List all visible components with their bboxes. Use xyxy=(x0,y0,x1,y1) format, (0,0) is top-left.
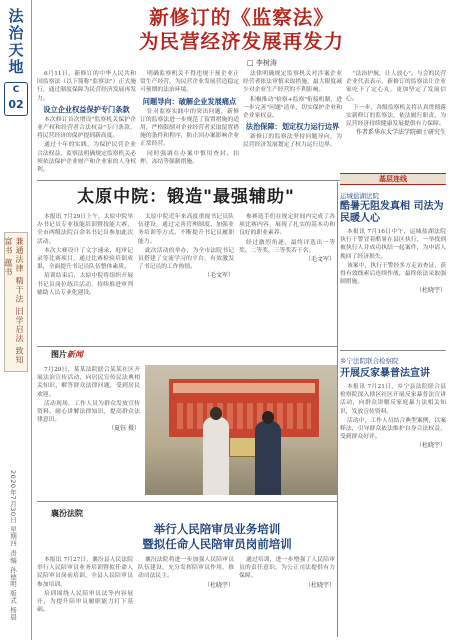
masthead-strip xyxy=(0,0,32,640)
page-number-box xyxy=(4,82,28,116)
paragraph: 通过十年的实践，为保护民营企业合法权益，监察法明确规定监察机关必须依法保护企业财产和企业家的人身权利。 xyxy=(37,142,136,174)
third-headline-line1: 举行人民陪审员业务培训 xyxy=(153,522,281,536)
section-tag: 基层连线 xyxy=(340,173,446,185)
photo-news-tag-right: 新闻 xyxy=(67,350,83,359)
paragraph: 本报讯 7月16日中午，运城盐湖法院执行干警冒着酷暑在县区执行，一举找到被执行人并成功执结一起案件，为申请人挽回了经济损失。 xyxy=(340,229,446,260)
paragraph: 法律明确规定监察机关对涉案企业经营者依法审慎采取措施，最大限度减少对企业生产经营的不利影响。 xyxy=(243,71,342,94)
photo-person xyxy=(255,421,281,495)
paragraph: 7月29日，某某法院联合某某社区开展法治宣传活动，向居民宣传民法典相关知识，解答群众法律问题，受到居民欢迎。 xyxy=(37,367,140,398)
author-note: （杜晓宇） xyxy=(415,442,446,450)
paragraph: 明确监察机关不得违规干预企业正常生产经营，为民营企业发展营造稳定可预期的法治环境。 xyxy=(140,71,239,94)
right-story-1-body xyxy=(340,228,446,343)
page-number: 02 xyxy=(8,98,24,111)
page-letter: C xyxy=(12,85,20,95)
section-subhead: 问题导向：破解企业发展痛点 xyxy=(142,96,237,106)
second-column-2 xyxy=(138,213,234,345)
paragraph: 通过培训，进一步增强了人民陪审员的责任意识，为公正司法提供有力保障。 xyxy=(239,557,335,580)
main-headline-line1: 新修订的《监察法》 xyxy=(149,6,334,29)
paragraph: "法治护航，让人放心"。与会的民营企业代表表示，新修订的监察法让企业家吃下了定心丸，更加坚定了发展信心。 xyxy=(346,71,446,102)
page-main xyxy=(37,0,446,640)
photo-caption xyxy=(37,366,140,496)
masthead-title: 法治天地 xyxy=(8,7,24,76)
dateline: 2020年7月30日 星期四 责编 孙德明 版式 杨晨 xyxy=(9,470,17,621)
author-note: （毛文军） xyxy=(203,272,234,280)
divider xyxy=(37,346,337,347)
paragraph: 襄汾法院将进一步加强人民陪审员队伍建设，充分发挥陪审员作用，推动司法民主。 xyxy=(138,557,234,580)
main-column-4 xyxy=(346,70,446,170)
second-headline: 太原中院：锻造"最强辅助" xyxy=(77,187,295,207)
paragraph: 活动中，工作人员结合典型案例，以案释法，引导群众依法维护自身合法权益，受到群众好评。 xyxy=(340,417,446,441)
third-headline-line2: 暨拟任命人民陪审员岗前培训 xyxy=(142,537,292,551)
paragraph: 该案中，执行干警经多方走访查证，获得有效线索后连续作战，最终依法采取强制措施。 xyxy=(340,262,446,286)
photo-plaque xyxy=(229,437,257,457)
photo-news-tag xyxy=(51,349,91,361)
divider xyxy=(340,350,446,351)
main-headline-line2: 为民营经济发展再发力 xyxy=(138,30,344,53)
third-kicker: 襄汾法院 xyxy=(51,509,83,518)
third-column-1 xyxy=(37,556,133,636)
story-title: 酷暑无阻发真相 司法为民暖人心 xyxy=(340,201,444,224)
author-note: 作者系华东大学法学院硕士研究生 xyxy=(355,129,446,137)
main-byline: □ 李树涛 xyxy=(247,59,277,67)
second-column-1 xyxy=(37,213,133,345)
main-column-3 xyxy=(243,70,342,178)
paragraph: 针对监察实践中的突出问题，新修订的监察法进一步规范了留置措施的适用，严格限制对企业经营者采取留置措施的条件和程序，防止因办案影响企业正常经营。 xyxy=(140,108,239,148)
story-kicker: 乡宁法院联合检察院 xyxy=(340,357,399,365)
paragraph: 培训围绕人民陪审员法等内容展开，为提升陪审员履职能力打下基础。 xyxy=(37,590,133,614)
author-note: （毛文军） xyxy=(304,256,335,264)
right-story-2-body xyxy=(340,383,446,635)
paragraph: 本次大赛设计了文字速录、庭审记录等比赛项目，通过比赛检验培训成果，全面提升书记员队伍整体素质。 xyxy=(37,247,133,271)
author-note: （杜晓宇） xyxy=(415,287,446,295)
paragraph: 本报讯 7月29日上午，太原中院举办书记员专业技能培训暨技能大赛，全市两级法院百余名书记员参加此次活动。 xyxy=(37,214,133,245)
paragraph: 培训结束后，太原中院将组织开展书记员岗位练兵活动，持续推进审判辅助人员专业化建设。 xyxy=(37,273,133,296)
paragraph: 太原中院近年来高度重视书记员队伍建设，通过完善管理制度、加强业务培训等方式，不断提升书记员履职能力。 xyxy=(138,214,234,245)
paragraph: 积极推动"检察+监察"衔接机制，进一步完善"问题"清单，切实保护企业和企业家权益。 xyxy=(243,96,342,120)
paragraph: 6月11日，新修订的中华人民共和国监察法（以下简称"监察法"）正式施行，通过制度保障为民营经济发展再发力。 xyxy=(37,71,136,102)
photo-news-tag-left: 图片 xyxy=(51,350,67,359)
third-column-2 xyxy=(138,556,234,636)
section-subhead: 法治保障：划定权力运行边界 xyxy=(245,122,340,132)
paragraph: 经过激烈角逐，最终评选出一等奖、二等奖、三等奖若干名。 xyxy=(239,239,335,254)
third-column-3 xyxy=(239,556,335,636)
paragraph: 新修订的监察法坚持问题导向，为民营经济发展划定了权力运行边界。 xyxy=(243,134,342,149)
paragraph: 此次活动的举办，为全市法院书记员搭建了交流学习的平台，有效激发了书记员的工作热情。 xyxy=(138,247,234,271)
photo-person xyxy=(203,417,229,495)
author-note: （夏钰 摄） xyxy=(108,425,140,433)
photo-banner xyxy=(169,379,319,437)
second-column-3 xyxy=(239,213,335,345)
news-photo xyxy=(145,365,337,495)
story-kicker: 运城盐湖法院 xyxy=(340,192,379,200)
divider xyxy=(37,501,337,502)
paragraph: 活动现场，工作人员为群众发放宣传资料，耐心讲解法律知识，提高群众法律意识。 xyxy=(37,400,140,424)
main-headline xyxy=(37,6,446,54)
story-title: 开展反家暴普法宣讲 xyxy=(340,368,430,379)
paragraph: 本次修订首次增设"监察机关保护企业产权和经营者合法权益"专门条款，将民营经济的保护提到新高度。 xyxy=(37,116,136,140)
main-column-2 xyxy=(140,70,239,178)
author-note: （杜晓宇） xyxy=(203,581,234,589)
paragraph: 同时强调在办案中慎用查封、扣押、冻结等强制措施。 xyxy=(140,150,239,165)
paragraph: 本报讯 7月27日，襄汾县人民法院举行人民陪审员业务培训暨拟任命人民陪审员岗前培训，全县人民陪审员参加培训。 xyxy=(37,557,133,588)
author-note: （杜晓宇） xyxy=(304,581,335,589)
paragraph: 本报讯 7月21日，乡宁县法院联合县检察院深入辖区社区开展反家暴普法宣讲活动，向群众讲解反家庭暴力法相关知识，发放宣传资料。 xyxy=(340,384,446,415)
paragraph: 参赛选手们在规定时间内完成了各项比赛内容，展现了扎实的基本功和良好的职业素养。 xyxy=(239,214,335,237)
section-subhead: 设立企业权益保护专门条款 xyxy=(43,104,130,114)
slogan-box: 兼通法律 精于法 旧学启法 致知 富书 蕴书 xyxy=(4,232,28,372)
paragraph: 下一步，各级监察机关将认真贯彻落实新修订的监察法，依法履行职责，为民营经济持续健康发展提供有力保障。 xyxy=(346,104,446,128)
main-column-1 xyxy=(37,70,136,178)
third-headline xyxy=(97,522,337,552)
divider xyxy=(337,182,338,637)
